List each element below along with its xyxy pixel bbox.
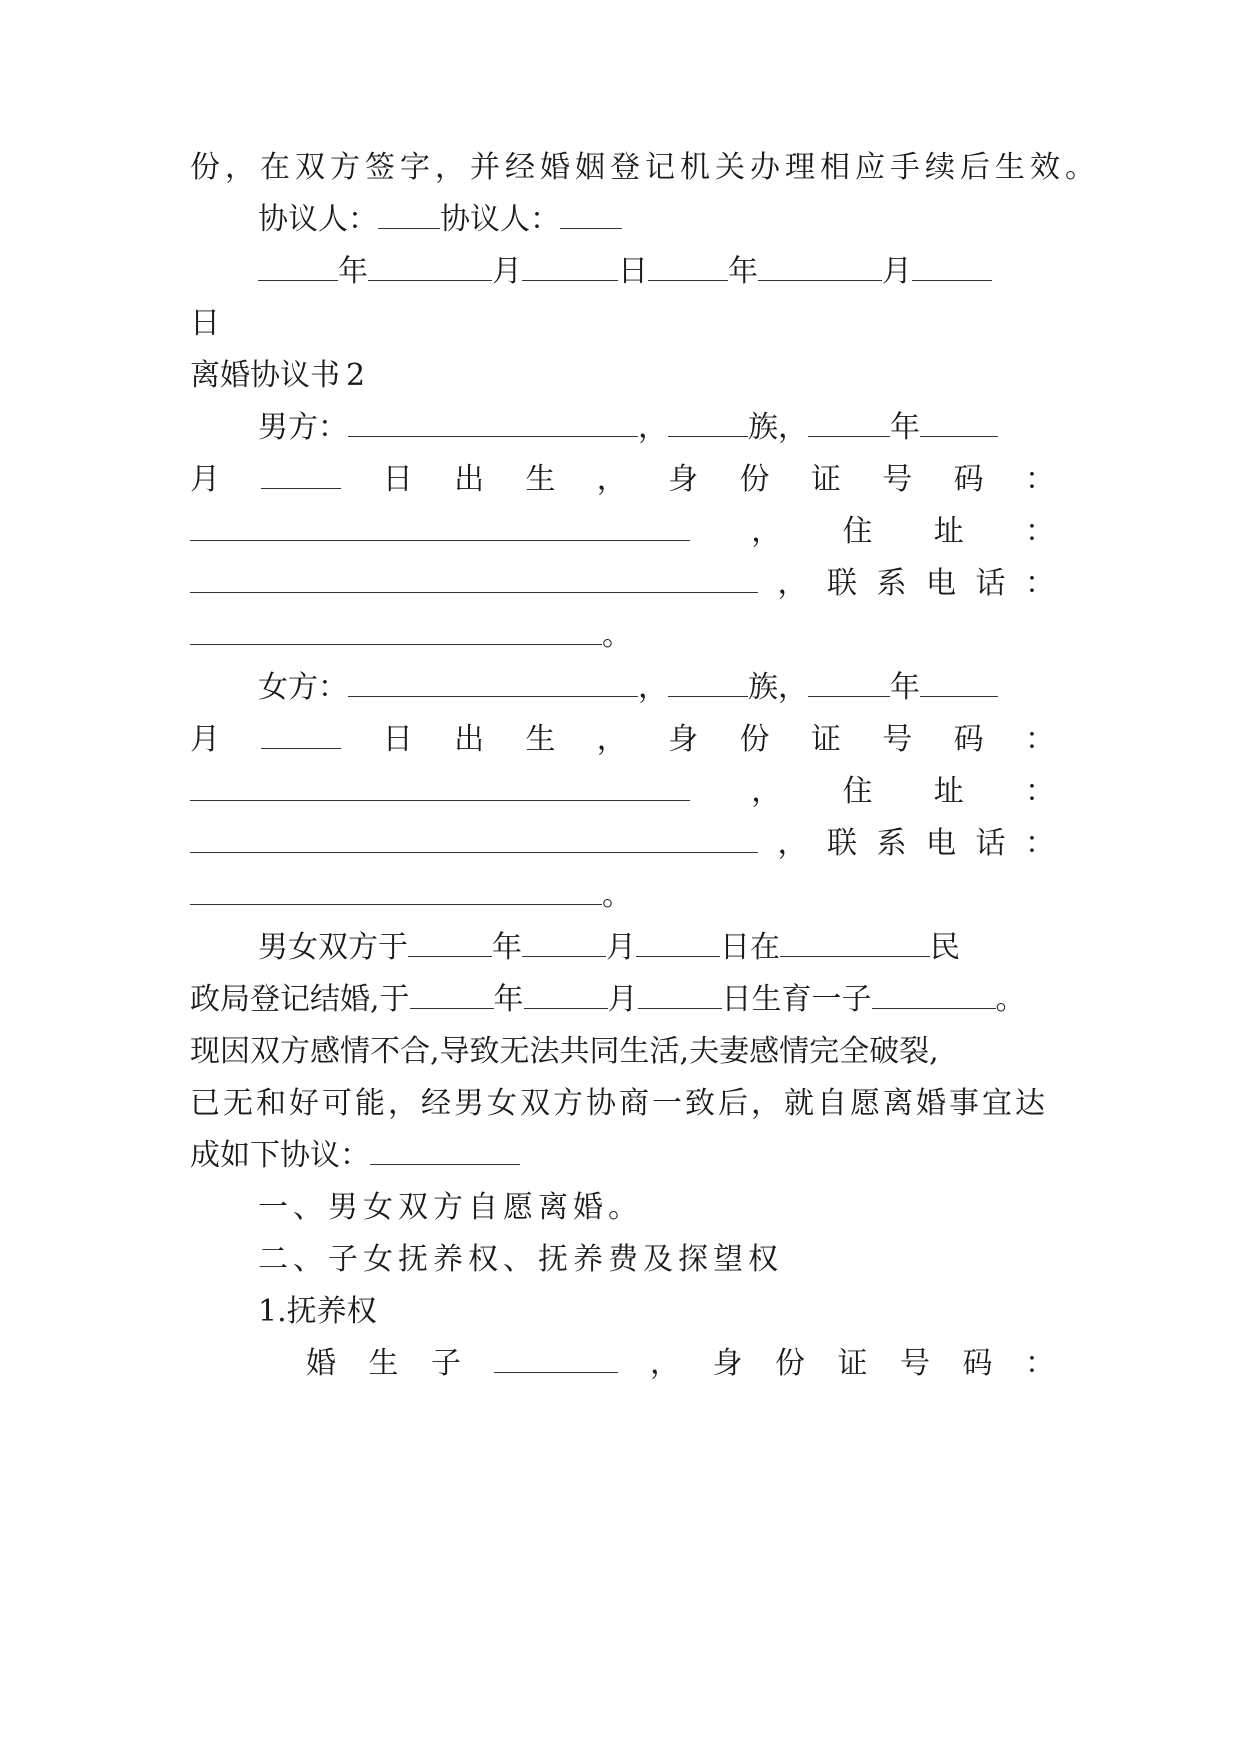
registry-office-blank[interactable] [780,930,930,957]
female-born-char: 证 [810,722,841,757]
male-end-period: 。 [602,618,632,653]
child-line-char: 号 [900,1346,930,1381]
male-year-label: 年 [890,410,920,445]
male-born-char: 证 [810,462,841,497]
female-year-blank[interactable] [808,670,890,697]
agreement-blank[interactable] [370,1138,520,1165]
doc-title-number: 2 [346,358,366,393]
male-address-char: 址 [933,514,964,549]
year-label-2: 年 [728,254,758,289]
female-comma: ， [638,670,668,705]
male-birth-line [190,460,1055,500]
child-birth-day-blank[interactable] [638,982,722,1009]
female-address-phone-line [190,824,1055,864]
month-blank-2[interactable] [758,254,882,281]
male-ethnic-blank[interactable] [668,410,748,437]
child-name-blank[interactable] [872,982,996,1009]
marriage-text: 民 [930,930,960,965]
child-line-char: ， [650,1346,680,1381]
female-year-label: 年 [890,670,920,705]
male-address-char: 住 [842,514,873,549]
male-born-char: 码 [953,462,984,497]
female-phone-char: 联 [827,826,857,861]
female-label: 女方： [258,670,348,705]
female-ethnic-blank[interactable] [668,670,748,697]
child-birth-year-label: 年 [493,982,524,1017]
male-born-char: 号 [882,462,913,497]
male-born-char: 身 [668,462,699,497]
child-id-line [306,1344,1055,1384]
child-birth-year-blank[interactable] [410,982,494,1009]
female-phone-char: 话 [975,826,1006,861]
female-born-char: 份 [739,722,770,757]
female-born-char: 号 [882,722,913,757]
female-born-char: 出 [454,722,485,757]
female-ethnic-label: 族， [748,670,808,705]
male-phone-char: 电 [926,566,956,601]
signer-label-1: 协议人： [258,202,378,237]
female-id-blank[interactable] [190,774,690,801]
male-month-label: 月 [190,462,220,497]
male-address-phone-line [190,564,1055,604]
marriage-text: 成如下协议： [190,1138,370,1173]
year-label-1: 年 [338,254,368,289]
year-blank-2[interactable] [648,254,728,281]
date-line-day: 日 [190,306,220,341]
female-day-blank[interactable] [261,722,341,749]
signer-label-2: 协议人： [440,202,560,237]
male-year-blank[interactable] [808,410,890,437]
female-address-char: ， [751,774,782,809]
doc-title [190,356,1055,396]
marriage-year-label: 年 [492,930,522,965]
year-blank-1[interactable] [258,254,338,281]
child-line-char: ： [1025,1346,1055,1381]
male-id-blank[interactable] [190,514,690,541]
female-address-blank[interactable] [190,826,758,853]
female-born-char: ： [1024,722,1055,757]
female-phone-char: 电 [926,826,956,861]
male-born-char: 生 [525,462,556,497]
male-phone-char: 话 [975,566,1006,601]
child-line-char: 生 [368,1346,399,1381]
female-name-line [258,668,1055,708]
child-birth-month-blank[interactable] [524,982,608,1009]
male-phone-char: 系 [876,566,907,601]
female-phone-char: ： [1025,826,1055,861]
marriage-month-blank[interactable] [522,930,606,957]
female-address-char: 址 [933,774,964,809]
month-blank-1[interactable] [368,254,492,281]
male-phone-blank[interactable] [190,618,602,645]
female-born-char: 身 [668,722,699,757]
child-name-blank-2[interactable] [494,1346,618,1373]
male-ethnic-label: 族， [748,410,808,445]
day-blank-1[interactable] [522,254,618,281]
male-phone-char: 联 [827,566,857,601]
month-label-1: 月 [492,254,522,289]
signers-line [258,200,1055,240]
marriage-month-label: 月 [606,930,636,965]
male-phone-char: ： [1025,566,1055,601]
female-phone-line [190,876,1055,916]
marriage-day-label: 日在 [720,930,780,965]
child-line-char: 份 [775,1346,805,1381]
male-born-char: 份 [739,462,770,497]
marriage-year-blank[interactable] [408,930,492,957]
female-address-char: 住 [842,774,873,809]
clause-2: 二、子女抚养权、抚养费及探望权 [258,1242,783,1277]
male-phone-char: ， [777,566,808,601]
female-phone-char: 系 [876,826,907,861]
female-end-period: 。 [602,878,632,913]
marriage-line-5 [190,1136,1055,1176]
signer-2-blank[interactable] [560,202,622,229]
child-birth-text: 日生育一子 [721,982,872,1017]
day-blank-2[interactable] [912,254,992,281]
child-line-char: 证 [837,1346,868,1381]
marriage-text: 男女双方于 [258,930,408,965]
male-address-blank[interactable] [190,566,758,593]
child-line-char: 码 [962,1346,993,1381]
male-phone-line [190,616,1055,656]
female-month-blank[interactable] [920,670,998,697]
male-name-blank[interactable] [348,410,638,437]
female-address-char: ： [1025,774,1055,809]
child-line-char: 婚 [306,1346,336,1381]
child-line-char: 子 [431,1346,461,1381]
signer-1-blank[interactable] [378,202,440,229]
child-birth-month-label: 月 [607,982,638,1017]
female-birth-line [190,720,1055,760]
female-month-label: 月 [190,722,220,757]
marriage-text: 政局登记结婚,于 [190,982,410,1017]
male-born-char: ： [1024,462,1055,497]
female-id-address-line [190,772,1055,812]
marriage-line-3: 现因双方感情不合,导致无法共同生活,夫妻感情完全破裂, [190,1034,939,1069]
signing-date-line [258,252,1055,292]
male-born-char: ， [596,462,627,497]
month-label-2: 月 [882,254,912,289]
male-address-char: ， [751,514,782,549]
female-born-char: 生 [525,722,556,757]
male-month-blank[interactable] [920,410,998,437]
male-born-char: 日 [382,462,413,497]
male-comma: ， [638,410,668,445]
day-label-1: 日 [618,254,648,289]
closing-line: 份，在双方签字，并经婚姻登记机关办理相应手续后生效。 [190,150,1100,185]
child-line-char: 身 [712,1346,743,1381]
clause-2-1: 1.抚养权 [258,1294,377,1329]
clause-1: 一、男女双方自愿离婚。 [258,1190,643,1225]
marriage-day-blank[interactable] [636,930,720,957]
female-name-blank[interactable] [348,670,638,697]
female-born-char: ， [596,722,627,757]
female-phone-blank[interactable] [190,878,602,905]
marriage-line-2 [190,980,1055,1020]
male-address-char: ： [1025,514,1055,549]
marriage-line-1 [258,928,1055,968]
male-id-address-line [190,512,1055,552]
marriage-text: 。 [995,982,1026,1017]
male-label: 男方： [258,410,348,445]
marriage-line-4: 已无和好可能，经男女双方协商一致后，就自愿离婚事宜达 [190,1086,1048,1121]
male-born-char: 出 [454,462,485,497]
male-name-line [258,408,1055,448]
female-phone-char: ， [777,826,808,861]
female-born-char: 码 [953,722,984,757]
male-day-blank[interactable] [261,462,341,489]
doc-title-text: 离婚协议书 [190,358,340,393]
female-born-char: 日 [382,722,413,757]
